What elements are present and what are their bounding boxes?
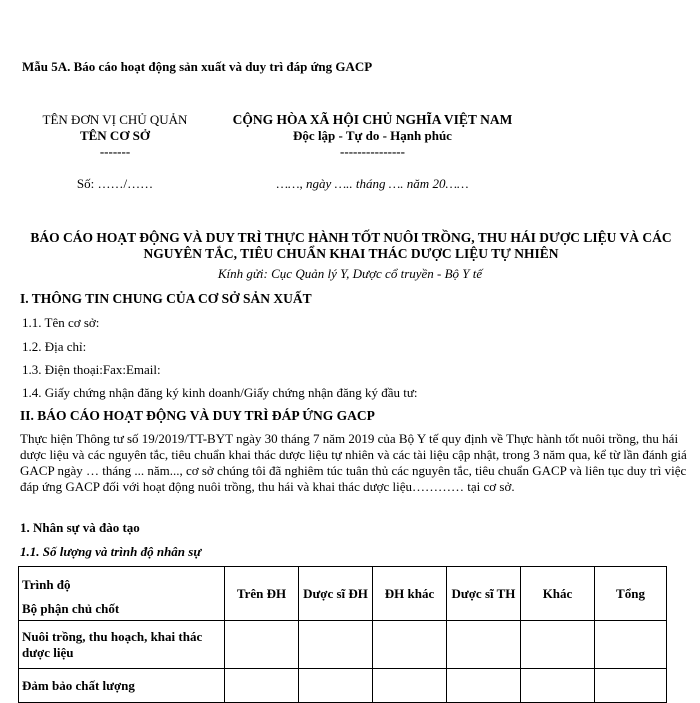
table-cell[interactable] <box>225 669 299 703</box>
table-cell[interactable] <box>447 669 521 703</box>
field-facility-name: 1.1. Tên cơ sở: <box>22 315 100 330</box>
table-cell[interactable] <box>595 669 667 703</box>
row-label: Đảm bảo chất lượng <box>19 669 225 703</box>
field-address: 1.2. Địa chỉ: <box>22 339 87 354</box>
subsection-staff-qualification: 1.1. Số lượng và trình độ nhân sự <box>20 544 202 559</box>
table-cell[interactable] <box>299 621 373 669</box>
row-label: Nuôi trồng, thu hoạch, khai thác dược liệu <box>19 621 225 669</box>
column-header: ĐH khác <box>373 567 447 621</box>
field-contact: 1.3. Điện thoại:Fax:Email: <box>22 362 161 377</box>
header-left-divider: ------- <box>99 144 131 159</box>
recipient-line: Kính gửi: Cục Quản lý Y, Dược cổ truyền - Bộ Y tế <box>217 266 483 281</box>
table-cell[interactable] <box>373 621 447 669</box>
column-header: Dược sĩ ĐH <box>299 567 373 621</box>
section-1-heading: I. THÔNG TIN CHUNG CỦA CƠ SỞ SẢN XUẤT <box>20 291 312 306</box>
field-business-license: 1.4. Giấy chứng nhận đăng ký kinh doanh/Giấy chứng nhận đăng ký đầu tư: <box>22 385 418 400</box>
corner-label-department: Bộ phận chủ chốt <box>22 600 120 616</box>
column-header: Khác <box>521 567 595 621</box>
parent-unit-name: TÊN ĐƠN VỊ CHỦ QUẢN <box>42 112 188 127</box>
national-title: CỘNG HÒA XÃ HỘI CHỦ NGHĨA VIỆT NAM <box>232 112 513 127</box>
staff-qualification-table <box>18 566 667 703</box>
table-cell[interactable] <box>447 621 521 669</box>
corner-label-qualification: Trình độ <box>22 576 71 592</box>
table-cell[interactable] <box>225 621 299 669</box>
column-header: Trên ĐH <box>225 567 299 621</box>
table-row <box>19 669 667 703</box>
report-title: BÁO CÁO HOẠT ĐỘNG VÀ DUY TRÌ THỰC HÀNH TỐT NUÔI TRỒNG, THU HÁI DƯỢC LIỆU VÀ CÁC NGUYÊN TẮC, TIÊU CHUẨN KHAI THÁC DƯỢC LIỆU TỰ NHIÊN <box>30 230 672 261</box>
table-header-row <box>19 567 667 621</box>
date-line: ……, ngày ….. tháng …. năm 20…… <box>276 176 469 191</box>
national-motto: Độc lập - Tự do - Hạnh phúc <box>293 128 452 143</box>
table-corner-cell <box>19 567 225 621</box>
facility-name: TÊN CƠ SỞ <box>79 128 151 143</box>
column-header: Tổng <box>595 567 667 621</box>
subsection-staff-training: 1. Nhân sự và đào tạo <box>20 520 140 535</box>
column-header: Dược sĩ TH <box>447 567 521 621</box>
table-cell[interactable] <box>521 621 595 669</box>
intro-paragraph: Thực hiện Thông tư số 19/2019/TT-BYT ngày 30 tháng 7 năm 2019 của Bộ Y tế quy định về Thực hành tốt nuôi trồng, thu hái dược liệu và các nguyên tắc, tiêu chuẩn khai thác dược liệu tự nhiên và các tài liệu cập nhật, trong 3 năm qua, kể từ lần đánh giá GACP ngày … tháng ... năm..., cơ sở chúng tôi đã nghiêm túc tuân thủ các nguyên tắc, tiêu chuẩn GACP và liên tục duy trì việc đáp ứng GACP đối với hoạt động nuôi trồng, thu hái và khai thác dược liệu………… tại cơ sở. <box>20 431 687 494</box>
document-number: Số: ……/…… <box>76 176 154 191</box>
section-2-heading: II. BÁO CÁO HOẠT ĐỘNG VÀ DUY TRÌ ĐÁP ỨNG GACP <box>20 408 375 423</box>
table-cell[interactable] <box>299 669 373 703</box>
table-cell[interactable] <box>595 621 667 669</box>
table-cell[interactable] <box>373 669 447 703</box>
form-title: Mẫu 5A. Báo cáo hoạt động sản xuất và duy trì đáp ứng GACP <box>22 59 373 74</box>
table-row <box>19 621 667 669</box>
table-cell[interactable] <box>521 669 595 703</box>
header-right-divider: --------------- <box>340 144 405 159</box>
